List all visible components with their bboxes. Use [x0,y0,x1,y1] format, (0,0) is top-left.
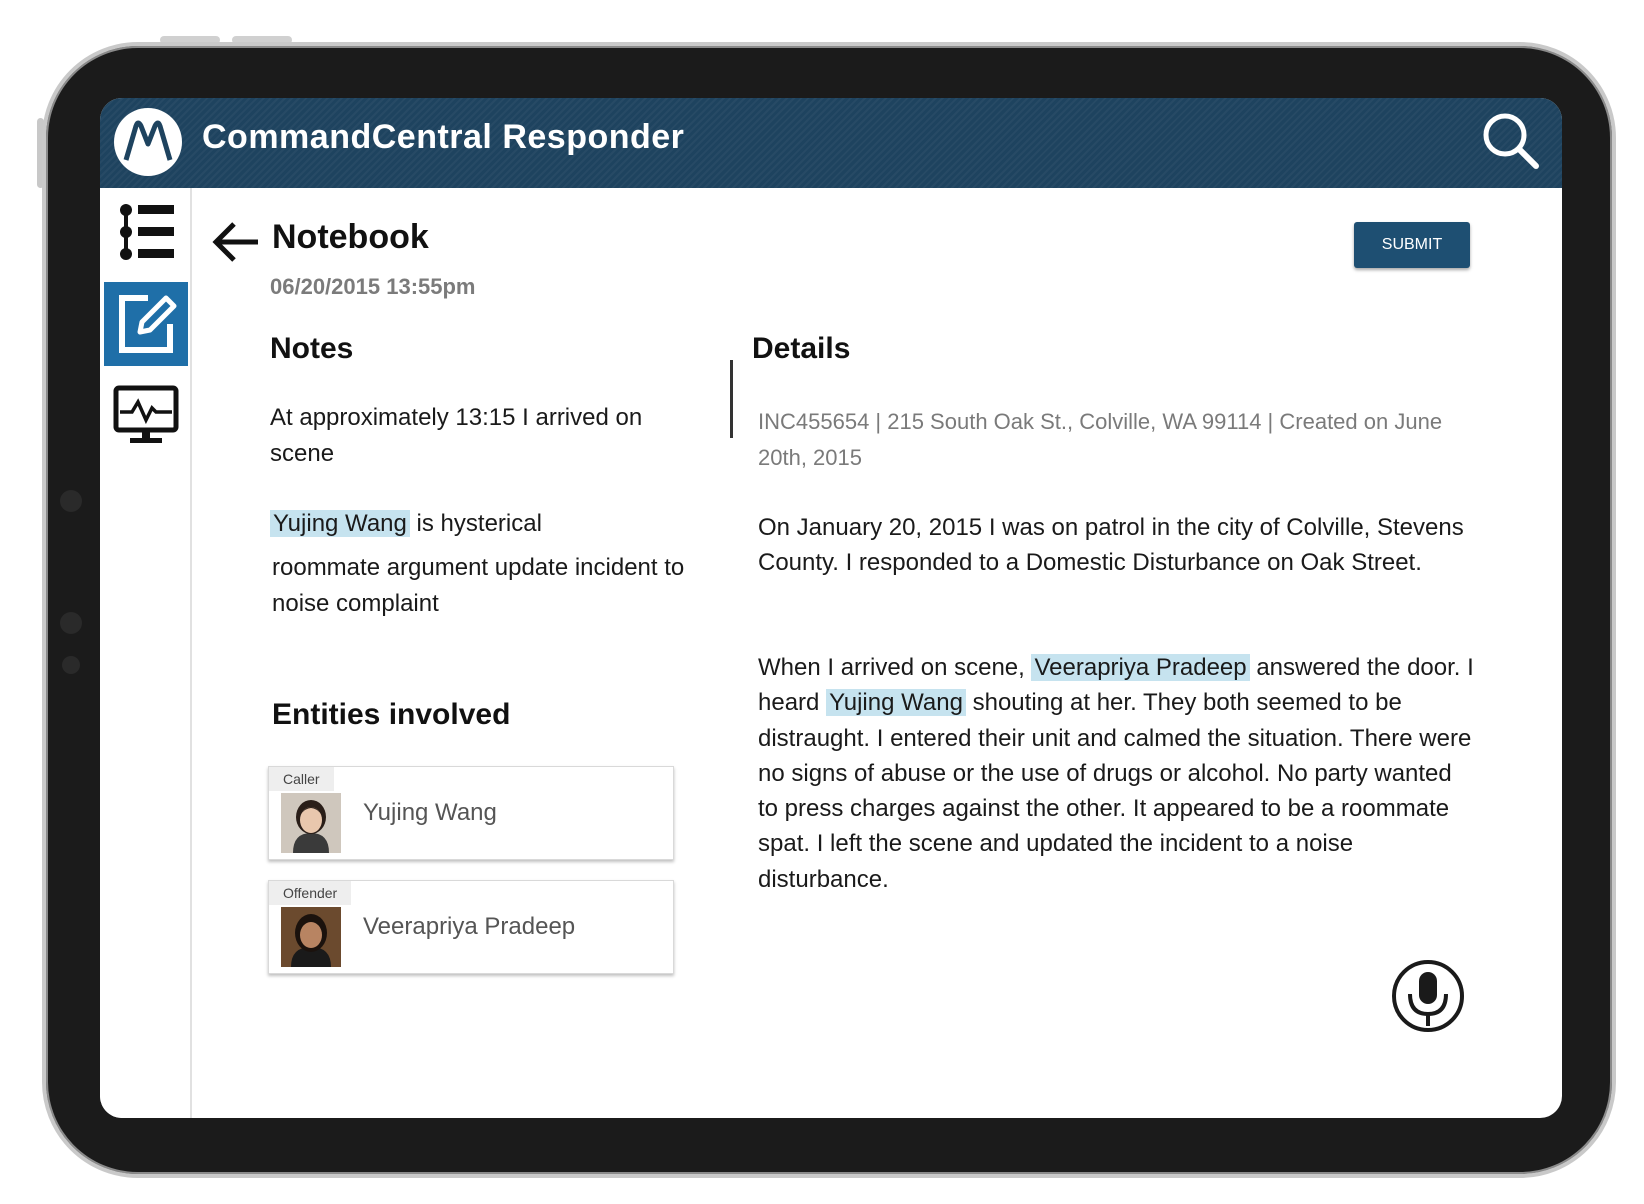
motorola-logo-icon [114,108,182,176]
entities-heading: Entities involved [272,698,511,731]
note-line[interactable]: roommate argument update incident to noise complaint [272,554,685,617]
avatar [281,793,341,853]
device-sensor [62,656,80,674]
microphone-icon[interactable] [1390,958,1466,1034]
edit-icon [104,282,188,366]
search-icon[interactable] [1476,106,1546,176]
page-title: Notebook [272,218,429,256]
monitor-icon [104,384,188,448]
entity-role-badge: Offender [269,881,351,905]
entity-card-offender[interactable] [268,880,674,974]
note-line-entity[interactable] [270,506,690,542]
entity-highlight[interactable]: Veerapriya Pradeep [1031,654,1249,681]
back-arrow-icon[interactable] [210,220,262,264]
device-sensor [60,490,82,512]
entity-highlight[interactable]: Yujing Wang [270,510,410,537]
details-text: When I arrived on scene, [758,654,1025,681]
note-line-rest: is hysterical [416,510,542,537]
notes-heading: Notes [270,332,354,365]
list-icon [104,202,188,262]
details-heading: Details [752,332,851,365]
incident-meta: INC455654 | 215 South Oak St., Colville, WA 99114 | Created on June 20th, 2015 [758,409,1443,470]
app-title: CommandCentral Responder [202,118,685,156]
nav-monitor-button[interactable] [104,384,188,468]
details-text: shouting at her. They both seemed to be distraught. I entered their unit and calmed the situation. There were no signs of abuse or the use of drugs or alcohol. No party wanted to press charges against the other. It appeared to be a roommate spat. I left the scene and updated the incident to a noise disturbance. [758,689,1472,893]
details-paragraph[interactable] [758,650,1478,897]
device-sensor [60,612,82,634]
app-header [100,98,1562,188]
entity-card-caller[interactable] [268,766,674,860]
side-nav [100,188,192,1118]
entity-role-badge: Caller [269,767,334,791]
app-screen [100,98,1562,1118]
note-line[interactable]: At approximately 13:15 I arrived on scene [270,404,643,467]
entity-highlight[interactable]: Yujing Wang [826,689,966,716]
entity-name: Yujing Wang [363,799,497,826]
column-divider [730,360,733,438]
details-paragraph[interactable]: On January 20, 2015 I was on patrol in the city of Colville, Stevens County. I responded to a Domestic Disturbance on Oak Street. [758,514,1464,577]
nav-list-button[interactable] [104,202,188,286]
note-timestamp: 06/20/2015 13:55pm [270,274,476,299]
nav-notebook-button[interactable] [104,282,188,366]
entity-name: Veerapriya Pradeep [363,913,576,940]
submit-button[interactable]: SUBMIT [1354,222,1470,268]
details-text: answered the door. I heard [758,654,1474,717]
avatar [281,907,341,967]
